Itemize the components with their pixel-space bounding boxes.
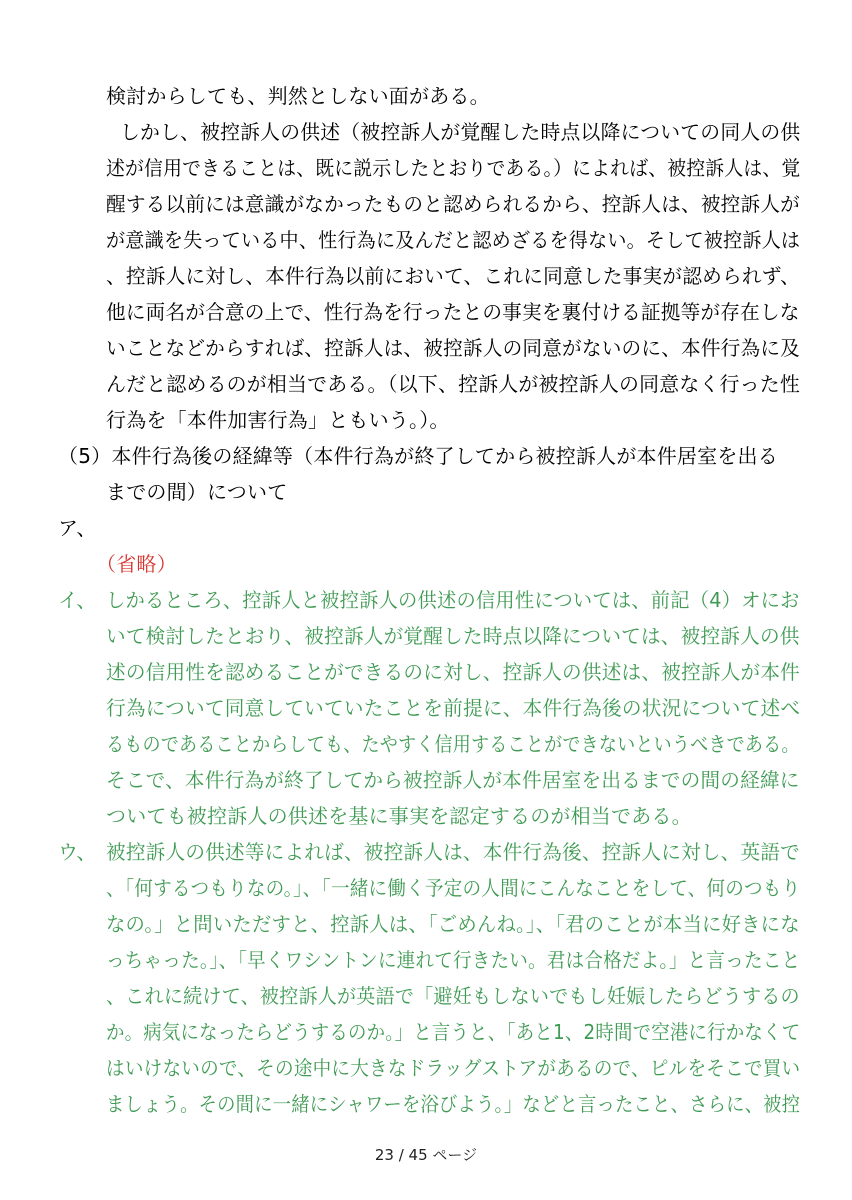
body-line: 述が信用できることは、既に説示したとおりである。）によれば、被控訴人は、覚 <box>106 156 801 180</box>
body-line: 行為を「本件加害行為」ともいう。）。 <box>106 408 450 432</box>
body-line: 検討からしても、判然としない面がある。 <box>106 84 490 108</box>
section-heading: までの間）について <box>106 480 288 504</box>
body-line: 、控訴人に対し、本件行為以前において、これに同意した事実が認められず、 <box>106 264 801 288</box>
page-number: 23 / 45 ページ <box>374 1146 478 1164</box>
body-line: なの。」と問いただすと、控訴人は、「ごめんね。」、「君のことが本当に好きにな <box>106 912 800 936</box>
body-line: 被控訴人の供述等によれば、被控訴人は、本件行為後、控訴人に対し、英語で <box>106 840 800 864</box>
item-label-u: ウ、 <box>58 840 97 864</box>
body-line: しかし、被控訴人の供述（被控訴人が覚醒した時点以降についての同人の供 <box>120 120 801 144</box>
body-line: るものであることからしても、たやすく信用することができないというべきである。 <box>106 732 800 756</box>
body-line: 行為について同意していていたことを前提に、本件行為後の状況について述べ <box>106 696 801 720</box>
section-heading: （5）本件行為後の経緯等（本件行為が終了してから被控訴人が本件居室を出る <box>58 444 778 468</box>
body-line: 醒する以前には意識がなかったものと認められるから、控訴人は、被控訴人が <box>106 192 800 216</box>
item-label-i: イ、 <box>58 588 97 612</box>
body-line: ましょう。その間に一緒にシャワーを浴びよう。」などと言ったこと、さらに、被控 <box>106 1092 801 1116</box>
body-line: か。病気になったらどうするのか。」と言うと、「あと1、2時間で空港に行かなくて <box>106 1020 801 1044</box>
body-line: 、これに続けて、被控訴人が英語で「避妊もしないでもし妊娠したらどうするの <box>106 984 800 1008</box>
omitted-note: （省略） <box>96 552 177 576</box>
body-line: いて検討したとおり、被控訴人が覚醒した時点以降については、被控訴人の供 <box>106 624 800 648</box>
body-line: 他に両名が合意の上で、性行為を行ったとの事実を裏付ける証拠等が存在しな <box>106 300 800 324</box>
body-line: 述の信用性を認めることができるのに対し、控訴人の供述は、被控訴人が本件 <box>106 660 800 684</box>
body-line: ついても被控訴人の供述を基に事実を認定するのが相当である。 <box>106 804 692 828</box>
item-label-a: ア、 <box>58 516 97 540</box>
body-line: っちゃった。」、「早くワシントンに連れて行きたい。君は合格だよ。」と言ったこと <box>106 948 801 972</box>
body-line: んだと認めるのが相当である。（以下、控訴人が被控訴人の同意なく行った性 <box>106 372 801 396</box>
body-line: そこで、本件行為が終了してから被控訴人が本件居室を出るまでの間の経緯に <box>106 768 800 792</box>
body-line: いことなどからすれば、控訴人は、被控訴人の同意がないのに、本件行為に及 <box>106 336 800 360</box>
body-line: はいけないので、その途中に大きなドラッグストアがあるので、ピルをそこで買い <box>106 1056 801 1080</box>
body-line: 、「何するつもりなの。」、「一緒に働く予定の人間にこんなことをして、何のつもり <box>106 876 801 900</box>
body-line: しかるところ、控訴人と被控訴人の供述の信用性については、前記（4）オにお <box>106 588 800 612</box>
body-line: が意識を失っている中、性行為に及んだと認めざるを得ない。そして被控訴人は <box>106 228 801 252</box>
